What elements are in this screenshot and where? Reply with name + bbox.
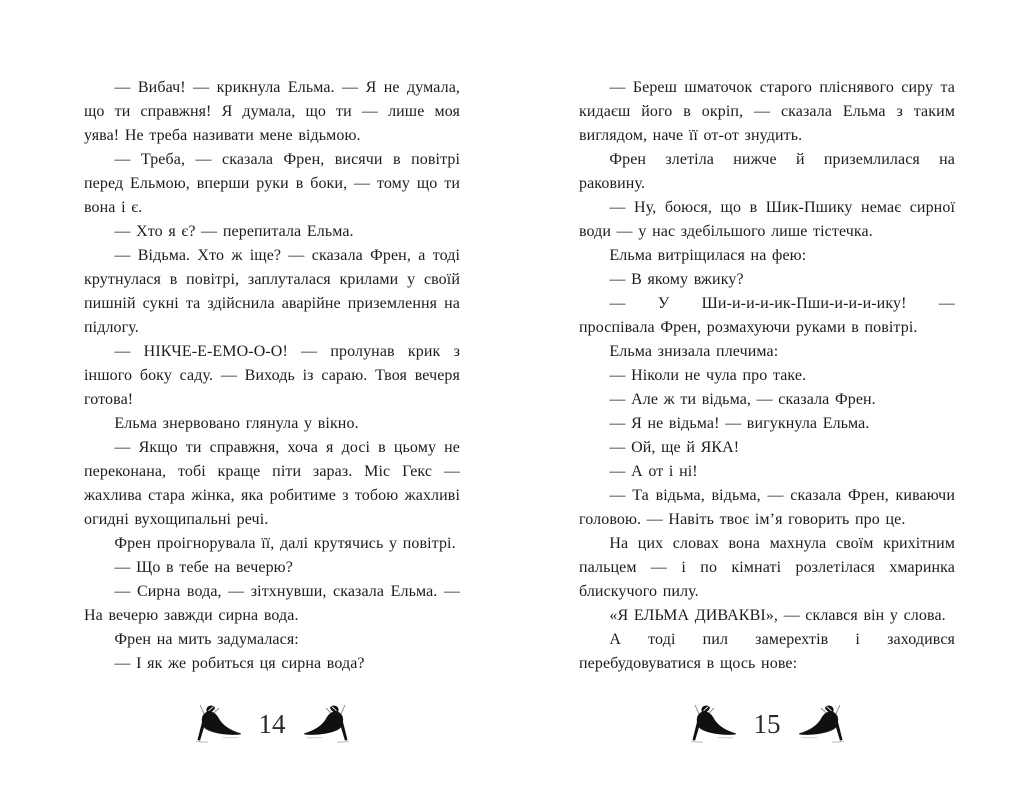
paragraph: — Якщо ти справжня, хоча я досі в цьому не переконана, тобі краще піти зараз. Міс Гекс — жахлива стара жінка, яка робитиме з тобою жахливі огидні вухощипальні речі. — [84, 439, 460, 528]
paragraph: — Та відьма, відьма, — сказала Френ, киваючи головою. — Навіть твоє ім’я говорить про це. — [579, 487, 955, 528]
paragraph: — НІКЧЕ-Е-ЕМО-О-О! — пролунав крик з іншого боку саду. — Виходь із сараю. Твоя вечеря готова! — [84, 343, 460, 408]
book-page-right — [579, 0, 955, 788]
paragraph: — Я не відьма! — вигукнула Ельма. — [609, 415, 870, 432]
paragraph: — А от і ні! — [609, 463, 698, 480]
high-heel-shoe-icon — [797, 703, 849, 745]
paragraph: — Хто я є? — перепитала Ельма. — [114, 223, 354, 240]
page-footer — [84, 698, 460, 750]
paragraph: — Ніколи не чула про таке. — [609, 367, 807, 384]
paragraph: — Ну, боюся, що в Шик-Пшику немає сирної води — у нас здебільшого лише тістечка. — [579, 199, 955, 240]
paragraph: — Треба, — сказала Френ, висячи в повітрі перед Ельмою, вперши руки в боки, — тому що ти вона і є. — [84, 151, 460, 216]
paragraph: — Але ж ти відьма, — сказала Френ. — [609, 391, 876, 408]
page-text — [84, 76, 460, 676]
paragraph: — У Ши-и-и-и-ик-Пши-и-и-и-ику! — проспівала Френ, розмахуючи руками в повітрі. — [579, 295, 955, 336]
paragraph: — Вибач! — крикнула Ельма. — Я не думала, що ти справжня! Я думала, що ти — лише моя уява! Не треба називати мене відьмою. — [84, 79, 460, 144]
paragraph: — В якому вжику? — [609, 271, 744, 288]
paragraph: Френ проігнорувала її, далі крутячись у повітрі. — [114, 535, 456, 552]
page-number: 14 — [258, 708, 286, 739]
paragraph: На цих словах вона махнула своїм крихітним пальцем — і по кімнаті розлетілася хмаринка блискучого пилу. — [579, 535, 955, 600]
page-text — [579, 76, 955, 676]
high-heel-shoe-icon — [686, 703, 738, 745]
high-heel-shoe-icon — [302, 703, 354, 745]
paragraph: — Береш шматочок старого пліснявого сиру та кидаєш його в окріп, — сказала Ельма з таким виглядом, наче її от-от знудить. — [579, 79, 955, 144]
page-number: 15 — [753, 708, 781, 739]
paragraph: «Я ЕЛЬМА ДИВАКВІ», — склався він у слова. — [609, 607, 946, 624]
high-heel-shoe-icon — [191, 703, 243, 745]
paragraph: — Сирна вода, — зітхнувши, сказала Ельма. — На вечерю завжди сирна вода. — [84, 583, 460, 624]
paragraph: — І як же робиться ця сирна вода? — [114, 655, 365, 672]
paragraph: А тоді пил замерехтів і заходився перебудовуватися в щось нове: — [579, 631, 955, 672]
book-page-left — [84, 0, 460, 788]
paragraph: Френ на мить задумалася: — [114, 631, 299, 648]
paragraph: — Що в тебе на вечерю? — [114, 559, 293, 576]
paragraph: Ельма витріщилася на фею: — [609, 247, 807, 264]
page-footer — [579, 698, 955, 750]
paragraph: Ельма знервовано глянула у вікно. — [114, 415, 359, 432]
paragraph: Френ злетіла нижче й приземлилася на раковину. — [579, 151, 955, 192]
paragraph: Ельма знизала плечима: — [609, 343, 779, 360]
paragraph: — Ой, ще й ЯКА! — [609, 439, 740, 456]
paragraph: — Відьма. Хто ж іще? — сказала Френ, а тоді крутнулася в повітрі, заплуталася крилами у своїй пишній сукні та здійснила аварійне приземлення на підлогу. — [84, 247, 460, 336]
